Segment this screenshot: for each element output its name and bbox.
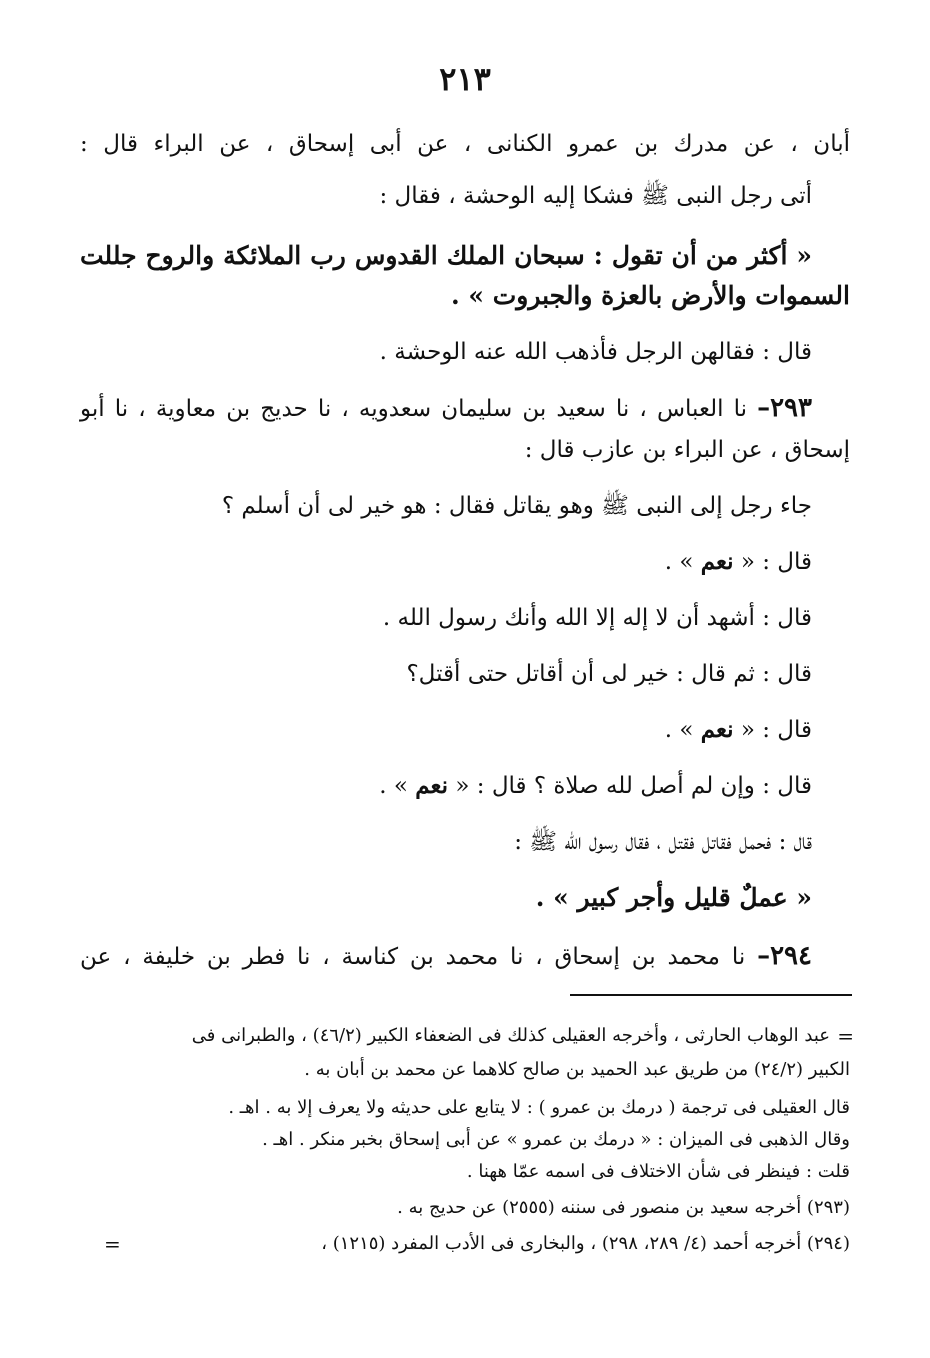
continuation-mark-bottom: =: [104, 1232, 121, 1256]
text-fragment: » .: [664, 549, 694, 575]
text-line-5: قال : فقالهن الرجل فأذهب الله عنه الوحشة .: [379, 339, 812, 365]
text-line-11: قال : ثم قال : خير لى أن أقاتل حتى أقتل؟: [406, 661, 812, 687]
hadith-293-line-1: [80, 392, 812, 425]
answer-yes: نعم: [415, 772, 449, 799]
isnad-294: نا محمد بن إسحاق ، نا محمد بن كناسة ، نا فطر بن خليفة ، عن: [80, 944, 746, 970]
text-line-1: أبان ، عن مدرك بن عمرو الكنانى ، عن أبى إسحاق ، عن البراء قال :: [80, 131, 850, 157]
hadith-quote-line-3: « عملٌ قليل وأجر كبير » .: [535, 883, 812, 912]
answer-yes: نعم: [700, 716, 734, 743]
footnote-line-5: قلت : فينظر فى شأن الاختلاف فى اسمه عمّا ههنا .: [466, 1161, 850, 1182]
footnote-294: (٢٩٤) أخرجه أحمد (٤/ ٢٨٩، ٢٩٨) ، والبخارى فى الأدب المفرد (١٢١٥) ،: [321, 1233, 850, 1254]
text-line-13: [80, 770, 812, 802]
footnote-293: (٢٩٣) أخرجه سعيد بن منصور فى سننه (٢٥٥٥) عن حديج به .: [397, 1197, 850, 1218]
text-fragment: قال : وإن لم أصل لله صلاة ؟ قال : «: [455, 773, 812, 799]
footnote-line-1: عبد الوهاب الحارثى ، وأخرجه العقيلى كذلك فى الضعفاء الكبير (٤٦/٢) ، والطبرانى فى: [191, 1025, 830, 1046]
text-fragment: قال : «: [740, 717, 812, 743]
text-line-14: قال : فحمل فقاتل فقتل ، فقال رسول الله ﷺ :: [514, 829, 812, 855]
text-fragment: » .: [664, 717, 694, 743]
text-fragment: » .: [379, 773, 408, 799]
text-line-9: [80, 546, 812, 578]
hadith-number-293: ٢٩٣–: [757, 393, 812, 423]
page-number: ٢١٣: [439, 60, 491, 98]
footnote-divider: [570, 994, 852, 996]
hadith-293-line-2: إسحاق ، عن البراء بن عازب قال :: [524, 437, 850, 463]
hadith-number-294: ٢٩٤–: [757, 941, 812, 971]
footnote-line-3: قال العقيلى فى ترجمة ( درمك بن عمرو ) : لا يتابع على حديثه ولا يعرف إلا به . اهـ .: [228, 1097, 850, 1118]
hadith-quote-line-2: السموات والأرض بالعزة والجبروت » .: [451, 281, 850, 310]
text-fragment: قال : «: [740, 549, 812, 575]
continuation-mark-top: =: [837, 1024, 854, 1048]
text-line-8: جاء رجل إلى النبى ﷺ وهو يقاتل فقال : هو خير لى أن أسلم ؟: [221, 493, 812, 519]
hadith-294-line-1: [80, 940, 812, 973]
footnote-line-2: الكبير (٢٤/٢) من طريق عبد الحميد بن صالح كلاهما عن محمد بن أبان به .: [304, 1059, 850, 1080]
text-line-10: قال : أشهد أن لا إله إلا الله وأنك رسول الله .: [382, 605, 812, 631]
footnote-line-4: وقال الذهبى فى الميزان : « درمك بن عمرو » عن أبى إسحاق بخبر منكر . اهـ .: [262, 1129, 850, 1150]
text-line-2: أتى رجل النبى ﷺ فشكا إليه الوحشة ، فقال :: [379, 183, 812, 209]
text-line-12: [80, 714, 812, 746]
hadith-quote-line-1: « أكثر من أن تقول : سبحان الملك القدوس رب الملائكة والروح جللت: [80, 241, 812, 270]
isnad-293: نا العباس ، نا سعيد بن سليمان سعدويه ، نا حديج بن معاوية ، نا أبو: [80, 396, 747, 422]
answer-yes: نعم: [700, 548, 734, 575]
